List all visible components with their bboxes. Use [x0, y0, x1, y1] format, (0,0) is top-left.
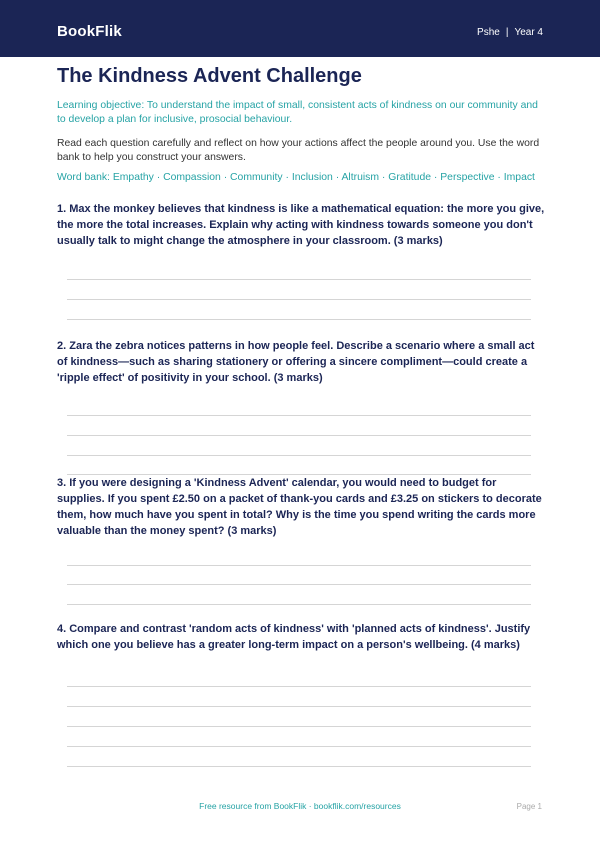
page-number: Page 1 [516, 802, 542, 811]
answer-line[interactable] [67, 604, 531, 605]
worksheet-title: The Kindness Advent Challenge [57, 65, 362, 87]
question-1: 1. Max the monkey believes that kindness is like a mathematical equation: the more you give, the more the total increases. Explain why acting with kindness towards someone you don't usually talk to might change the atmosphere in your classroom. (3 marks) [57, 203, 545, 247]
answer-line[interactable] [67, 766, 531, 767]
answer-line[interactable] [67, 746, 531, 747]
footer-resource-link[interactable]: Free resource from BookFlik · bookflik.com/resources [199, 801, 401, 811]
answer-line[interactable] [67, 415, 531, 416]
answer-line[interactable] [67, 455, 531, 456]
subject-label: Pshe [477, 27, 500, 38]
page-header [0, 0, 600, 57]
answer-line[interactable] [67, 706, 531, 707]
learning-objective: Learning objective: To understand the impact of small, consistent acts of kindness on our community and to develop a plan for inclusive, prosocial behaviour. [57, 100, 538, 125]
year-label: Year 4 [514, 27, 543, 38]
answer-line[interactable] [67, 584, 531, 585]
answer-line[interactable] [67, 726, 531, 727]
answer-line[interactable] [67, 299, 531, 300]
answer-line[interactable] [67, 565, 531, 566]
question-4: 4. Compare and contrast 'random acts of kindness' with 'planned acts of kindness'. Justify which one you believe has a greater long-term impact on a person's wellbeing. (4 marks) [57, 623, 531, 651]
answer-line[interactable] [67, 435, 531, 436]
question-2: 2. Zara the zebra notices patterns in how people feel. Describe a scenario where a small act of kindness—such as sharing stationery or offering a sincere compliment—could create a 'ripple effect' of positivity in your school. (3 marks) [57, 340, 535, 384]
question-3: 3. If you were designing a 'Kindness Advent' calendar, you would need to budget for supplies. If you spent £2.50 on a packet of thank-you cards and £3.25 on stickers to decorate them, how much have you spent in total? Why is the time you spend writing the cards more valuable than the money spent? (3 marks) [57, 477, 542, 537]
answer-line[interactable] [67, 686, 531, 687]
word-bank: Word bank: Empathy · Compassion · Community · Inclusion · Altruism · Gratitude · Perspective · Impact [57, 172, 535, 183]
instructions-text: Read each question carefully and reflect on how your actions affect the people around you. Use the word bank to help you construct your answers. [57, 138, 540, 163]
brand-logo-text[interactable]: BookFlik [57, 23, 122, 40]
meta-separator: | [505, 27, 509, 38]
subject-year-label [477, 27, 543, 38]
answer-line[interactable] [67, 279, 531, 280]
answer-line[interactable] [67, 319, 531, 320]
